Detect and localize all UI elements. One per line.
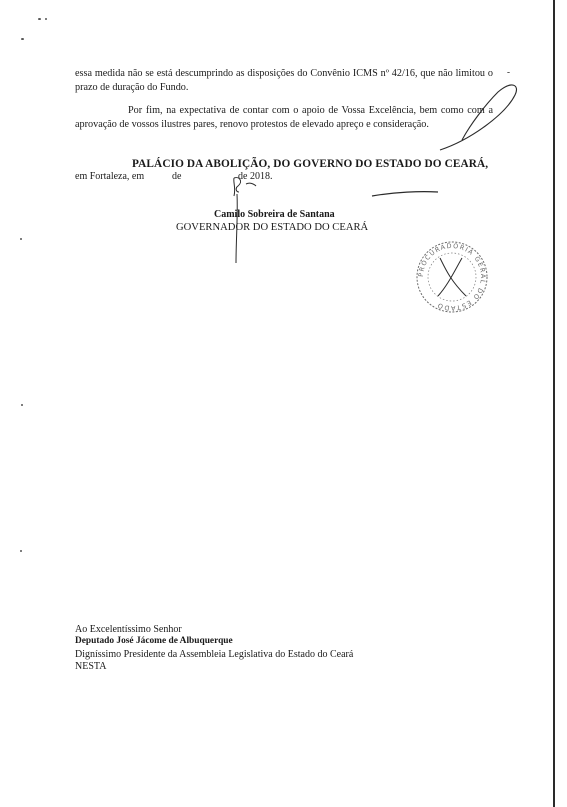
addressee-name: Deputado José Jácome de Albuquerque — [75, 636, 233, 646]
addressee-salutation: Ao Excelentíssimo Senhor — [75, 624, 182, 635]
stamp-seal — [417, 242, 487, 312]
signature-stroke — [236, 194, 237, 263]
signature-initials — [234, 178, 256, 196]
signatory-title: GOVERNADOR DO ESTADO DO CEARÁ — [176, 222, 369, 233]
closing-place: PALÁCIO DA ABOLIÇÃO, DO GOVERNO DO ESTADO DO CEARÁ, — [132, 158, 489, 170]
addressee-role: Digníssimo Presidente da Assembleia Legislativa do Estado do Ceará — [75, 649, 354, 660]
signatory-name: Camilo Sobreira de Santana — [214, 209, 335, 220]
handwritten-arc — [440, 85, 516, 150]
body-paragraph-2-text: Por fim, na expectativa de contar com o apoio de Vossa Excelência, bem como com a aprovação de vossos ilustres pares, renovo protestos de elevado apreço e consideração. — [75, 105, 493, 130]
stamp-label: PROCURADORIA GERAL DO ESTADO — [416, 241, 488, 313]
handwritten-dash — [372, 192, 438, 196]
addressee-location: NESTA — [75, 661, 107, 672]
body-paragraph-1: essa medida não se está descumprindo as disposições do Convênio ICMS nº 42/16, que não limitou o prazo de duração do Fundo. — [75, 68, 493, 93]
stamp-scribble — [438, 258, 466, 296]
date-suffix: de 2018. — [238, 171, 273, 182]
date-middle: de — [172, 171, 182, 182]
date-prefix: em Fortaleza, em — [75, 171, 145, 182]
